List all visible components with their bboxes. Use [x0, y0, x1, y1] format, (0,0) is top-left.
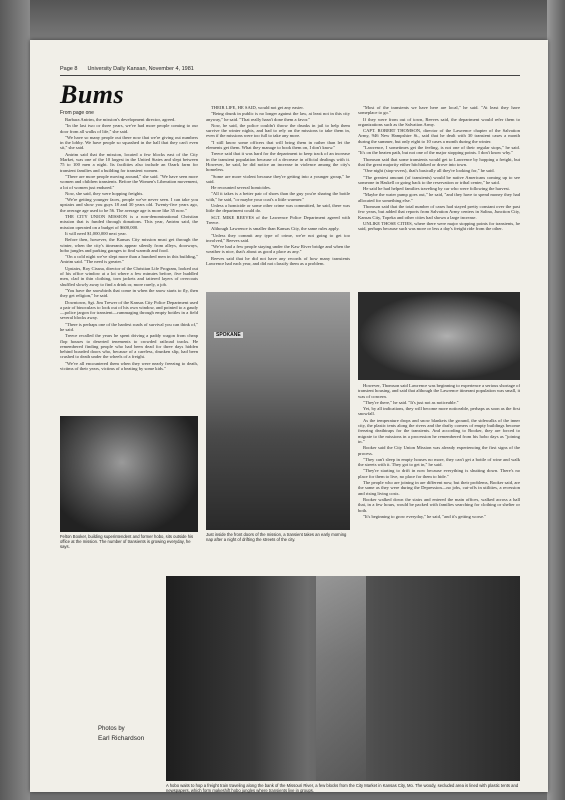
photo-caption: Felton Booker, building superintendent and former hobo, sits outside his office at the mission. The number of transients is growing everyday, he says. — [60, 534, 194, 549]
scan-background-left — [0, 0, 30, 800]
paragraph: If they were from out of town, Reeves said, the department would refer them to organizations such as the Salvation Army. — [358, 116, 520, 127]
paragraph: It will need $1,000,000 next year. — [65, 230, 127, 236]
photo-felton-booker — [60, 416, 198, 532]
paragraph: Before then, however, the Kansas City mission must get through the winter, when the city's itinerants appear silently from alleys, doorways, hobo jungles and parking garages to find warmth and food. — [60, 237, 198, 253]
paragraph: SGT. MIKE REEVES of the Lawrence Police Department agreed with Treece. — [206, 214, 350, 225]
article-column-2 — [206, 105, 350, 288]
page-number: Page 8 — [60, 66, 78, 72]
paragraph: "They're starting to drift in now because everything is shutting down. There's no place for them to live, no place for them to hide." — [358, 468, 520, 479]
jump-line: From page one — [60, 110, 94, 116]
paragraph: "There are more people moving around," she said. "We have seen more women and children transients. Before the Women's Liberation movement, a lot of women just endured." — [60, 173, 198, 190]
paragraph: Booker walked down the stairs and entered the main offices, walked across a hall that, in a few hours, would be packed with families searching for clothing or shelter or both. — [358, 496, 520, 513]
newspaper-page — [30, 40, 548, 792]
header-rule — [60, 75, 520, 76]
paragraph: CAPT. ROBERT THOMSON, director of the Lawrence chapter of the Salvation Army, 946 New Hampshire St., said that he dealt with 30 transient cases a month during the summer, but only eight to 10 cases a month during the winter. — [358, 128, 520, 144]
paper-dateline: University Daily Kansan, November 4, 1981 — [87, 66, 194, 72]
paragraph: Treece recalled the years he spent driving a paddy wagon from cheap flop houses to deserted tenements to crowded railroad tracks. He remembered finding people who had been dead for three days hidden behind boarded doors who, because of a careless, drunken slip, had been crushed to death under the wheels of a freight. — [60, 333, 198, 360]
paragraph: "On a cold night we've slept more than a hundred men in this building," Antrim said. "The need is greater." — [60, 254, 198, 265]
paragraph: "Maybe the water pump goes out," he said, "and they have to spend money they had allocated for something else." — [358, 192, 520, 203]
paragraph: "We have so many people out there now that we're giving out numbers in the lobby. We have people so squashed in the hall that they can't even sit," she said. — [60, 134, 198, 151]
paragraph: Unless a homicide or some other crime was committed, he said, there was little the department could do. — [206, 203, 350, 214]
paragraph: THE CITY UNION MISSION is a non-denominational Christian mission that is funded through donations. This year, Antrim said, the mission operated on a budget of $600,000. — [60, 214, 198, 230]
scan-background-top — [0, 0, 565, 40]
paragraph: Upstairs, Roy Cissna, director of the Christian Life Program, looked out of his office window at a lot where a few minutes before, five huddled men, clad in thin clothing, torn jackets and tattered layers of overcoats shuffled slowly away to find a drink or, more rarely, a job. — [60, 265, 198, 287]
paragraph: "We're getting younger faces, people we've never seen. I can take you upstairs and show you guys 18 and 30 years old. Twenty-five years ago, the average age used to be 56. The average age is more like 35 now." — [60, 197, 198, 213]
paragraph: "Most of the transients we have here are local," he said. "At least they have someplace to go." — [358, 105, 520, 116]
paragraph: "Some are more violent because they're getting into a younger group," he said. — [206, 173, 350, 184]
photo-caption: A hobo waits to hop a freight train traveling along the bank of the Missouri River, a few blocks from the City Market in Kansas City, Mo. The woody, secluded area is lined with plastic tents and newspapers, which form makeshift hobo jungles where transients live in groups. — [166, 783, 519, 793]
photo-sleeping-transient — [206, 292, 350, 530]
paragraph: "There is perhaps one of the hardest roads of survival you can think of," he said. — [60, 321, 198, 332]
photo-caption: Just inside the front doors of the mission, a transient takes an early morning nap after a night of drifting the streets of the city. — [206, 532, 347, 542]
paragraph: "We've had a few people staying under the Kaw River bridge and when the weather is nice, that's about as good a place as any." — [206, 244, 350, 255]
paragraph: "All it takes is a better pair of shoes than the guy you're sharing the bottle with," he said, "or maybe your coat's a little warmer." — [206, 191, 350, 202]
paragraph: Treece said that it was hard for the department to keep track of an increase in the transient population because of a decrease in official dealings with it. However, he said, he did notice an increase in violence among the city's homeless. — [206, 151, 350, 173]
paragraph: Now, he said, the police couldn't throw the drunks in jail to help them survive the winter nights, and had to rely on the missions to take them in, even if the missions were too full to take any more. — [206, 122, 350, 139]
paragraph: "Being drunk in public is no longer against the law, at least not in this city anyway," he said. "That really hasn't done them a favor." — [206, 111, 350, 122]
paragraph: "It's beginning to grow everyday," he said, "and it's getting worse." — [363, 513, 487, 519]
paragraph: "I still know some officers that will bring them in rather than let the elements get them. What they manage to book them on, I don't know." — [206, 139, 350, 151]
scan-background-right — [547, 0, 565, 800]
paragraph: "One night (stop-overs), that's basically all they're looking for," he said. — [363, 168, 495, 174]
photo-hands — [358, 292, 520, 380]
paragraph: Antrim said that the mission, located a few blocks east of the City Market, was one of the 10 largest in the United States and slept between 75 to 100 men a night. Its facilities also include an Ozark farm for transient families and a building for transient women. — [60, 151, 198, 173]
paragraph: "The greatest amount (of transients) would be native Americans coming up to see someone in Haskell or going back to the reservation or tribal center," he said. — [358, 174, 520, 185]
paragraph: Downtown, Sgt. Jim Trewer of the Kansas City Police Department used a pair of binoculars to look out of his own window, and pointed to a gaudy—police jargon for transient—rummaging through empty bottles in a field several blocks away. — [60, 299, 198, 321]
paragraph: Barbara Antrim, the mission's development director, agreed. — [65, 117, 176, 122]
paragraph: Although Lawrence is smaller than Kansas City, the same rules apply. — [211, 226, 340, 232]
paragraph: Yet, by all indications, they will become more noticeable, perhaps as soon as the first snowfall. — [358, 406, 520, 417]
headline: Bums — [60, 80, 125, 109]
paragraph: However, Thomson said Lawrence was beginning to experience a serious shortage of transient housing, and said that although the Lawrence itinerant population was small, it was of concern. — [358, 383, 520, 399]
paragraph: "Lawrence, I sometimes get the feeling, is not one of their regular stops," he said. "It's on the beaten path, but not one of the major stopping points. I don't know why." — [358, 145, 520, 156]
paragraph: Thomson said that some transients would get to Lawrence by hopping a freight, but that the great majority either hitchhiked or drove into town. — [358, 156, 520, 167]
paragraph: "You have the snowbirds that come in when the snow starts to fly, then they get religion," he said. — [60, 287, 198, 299]
article-column-3 — [358, 105, 520, 288]
paragraph: Thomson said that the total number of cases had stayed pretty constant over the past few years, but added that reports from Salvation Army centers in Salina, Junction City, Kansas City, Topeka and other cities had shown a large increase. — [358, 204, 520, 220]
paragraph: As the temperature drops and snow blankets the ground, the sidewalks of the inner city, the plastic tents along the rivers and the drafty corners of empty buildings become freezing deathtraps for the transients. And according to Booker, they are forced to migrate to the missions in a procession he remembered from his hobo days as "joining in." — [358, 417, 520, 444]
paragraph: He said he had helped families traveling by car who were following the harvest. — [363, 186, 510, 192]
paragraph: "In the last two or three years, we've had more people coming to our door from all walks of life," she said. — [60, 123, 198, 134]
paragraph: Reeves said that he did not have any records of how many transients Lawrence had each year, and did not classify them as a problem. — [206, 255, 350, 267]
photo-credit — [98, 725, 144, 743]
photo-credit-name: Earl Richardson — [98, 735, 145, 742]
paragraph: "They're there," he said. "It's just not as noticeable." — [363, 399, 459, 405]
paragraph: Booker said the City Union Mission was already experiencing the first signs of the process. — [358, 445, 520, 456]
paragraph: UNLIKE THOSE CITIES, where there were major stopping points for transients, he said, perhaps because such was more or less a day's freight ride from the other. — [358, 220, 520, 232]
paragraph: He recounted several homicides. — [211, 185, 271, 191]
photo-sign-text: SPOKANE — [216, 332, 241, 338]
article-column-4 — [358, 383, 520, 563]
article-column-1 — [60, 117, 198, 412]
photo-hobo-freight — [166, 576, 520, 781]
paragraph: Now, she said, they were hopping freights. — [65, 190, 144, 196]
paragraph: "They can't sleep in empty houses no more, they can't get a bottle of wine and walk the streets with it. They got to get in," he said. — [358, 456, 520, 468]
page-header — [60, 66, 520, 74]
photo-credit-label: Photos by — [98, 726, 125, 732]
paragraph: "We've all encountered them when they were nearly freezing to death, victims of their years, victims of a beating by some kids." — [60, 360, 198, 372]
paragraph: The people who are joining in are different now, but their problems, Booker said, are the same as they were during the Depression—no jobs, cut-offs in utilities, a recession and rising living costs. — [358, 480, 520, 496]
paragraph: "Unless they commit any type of crime, we're not going to get too involved," Reeves said. — [206, 232, 350, 243]
paragraph: THEIR LIFE, HE SAID, would not get any easier. — [211, 105, 304, 110]
